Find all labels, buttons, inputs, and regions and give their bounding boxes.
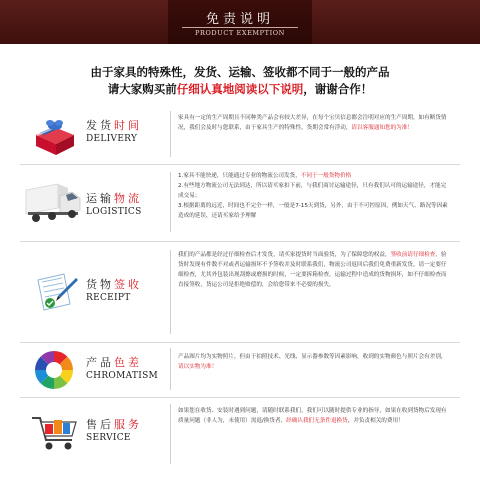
section-chromatism bbox=[0, 344, 480, 394]
body-highlight: 签收前请仔细检查 bbox=[390, 252, 436, 258]
section-label-en: SERVICE bbox=[86, 433, 131, 443]
truck-icon bbox=[22, 182, 84, 226]
intro-line-2-highlight: 仔细认真地阅读以下说明 bbox=[176, 82, 304, 96]
intro-line-2 bbox=[0, 81, 480, 97]
label-cn-a: 运输 bbox=[86, 192, 114, 205]
section-label-cn bbox=[86, 117, 142, 133]
label-cn-b: 签收 bbox=[114, 278, 142, 291]
receipt-icon bbox=[28, 270, 80, 314]
page-subtitle: PRODUCT EXEMPTION bbox=[195, 29, 285, 37]
section-label-en: RECEIPT bbox=[86, 293, 131, 303]
page-title: 免责说明 bbox=[205, 12, 274, 27]
intro-line-1: 由于家具的特殊性，发货、运输、签收都不同于一般的产品 bbox=[90, 65, 390, 79]
vertical-divider bbox=[170, 111, 171, 157]
section-logistics bbox=[0, 166, 480, 236]
vertical-divider bbox=[170, 348, 171, 390]
section-label-en: CHROMATISM bbox=[86, 371, 159, 381]
body-text: 如果您在收货、安装时遇到问题，请随时联系我们，我们可以随时提供专业的指导，如果在收到货物后发现有质量问题（非人为，未使用）需退/换货者， bbox=[178, 408, 447, 424]
section-label-cn bbox=[86, 276, 142, 292]
color-wheel-icon bbox=[28, 348, 80, 392]
body-highlight: 请以客服通知您的为准！ bbox=[351, 125, 413, 131]
intro-line-2-post: ，谢谢合作！ bbox=[303, 82, 373, 96]
divider bbox=[20, 241, 460, 242]
section-label-cn bbox=[86, 416, 142, 432]
label-cn-b: 时间 bbox=[114, 119, 142, 132]
body-text: 家具有一定的生产周期且不同种类产品会有较大差异，在每个宝贝信息都会注明对应的生产周期，如有断货情况，我们会及时与您联系，由于家具生产的特殊性，货期会常有浮动， bbox=[178, 115, 447, 131]
divider bbox=[20, 397, 460, 398]
body-text-2: ，并负责相关的费用！ bbox=[347, 418, 404, 424]
section-service bbox=[0, 400, 480, 470]
body-line-1 bbox=[178, 171, 450, 181]
label-cn-b: 色差 bbox=[114, 356, 142, 369]
section-label-en: LOGISTICS bbox=[86, 207, 142, 217]
title-divider bbox=[182, 27, 298, 28]
section-delivery bbox=[0, 105, 480, 165]
divider bbox=[20, 164, 460, 165]
section-label-cn bbox=[86, 354, 142, 370]
body-line-2: 2.有些地方物流公司无法到达，所以请买家扣下前，与我们商讨运输途径，只有我们认可的运输途径，才能完成交易； bbox=[178, 183, 447, 199]
label-cn-b: 服务 bbox=[114, 418, 142, 431]
body-highlight: 请以实物为准！ bbox=[178, 364, 218, 370]
section-body bbox=[178, 250, 450, 290]
divider bbox=[20, 342, 460, 343]
section-label-cn bbox=[86, 190, 142, 206]
section-label-en: DELIVERY bbox=[86, 134, 138, 144]
header-banner bbox=[0, 0, 480, 44]
shopping-cart-icon bbox=[28, 412, 80, 456]
vertical-divider bbox=[170, 250, 171, 334]
section-body bbox=[178, 171, 450, 221]
body-line-3: 3.根据距离的远近，时间也不完全一样，一般是7-15天到货，另外，由于不可控原因，例如天气、路况等因素造成的延误，还请买家给予理解 bbox=[178, 203, 448, 219]
body-text-2: ，验货时发现有件数不对或者运输损坏不予签收并及时联系我们，物流公司返回后我们免费重新发货，请一定要仔细检查，尤其外包装出现刮擦或磨损的时候，一定要拆箱检查，运输过程中造成的货物损坏，如不仔细检查而直接签收，货运公司是拒绝赔偿的，会给您带来不必要的损失。 bbox=[178, 252, 447, 288]
gift-box-icon bbox=[28, 113, 80, 157]
section-receipt bbox=[0, 244, 480, 340]
label-cn-a: 产品 bbox=[86, 356, 114, 369]
body-highlight: 不同于一般货物价格 bbox=[300, 173, 352, 179]
label-cn-b: 物流 bbox=[114, 192, 142, 205]
label-cn-a: 货物 bbox=[86, 278, 114, 291]
body-highlight: 经确认我们无条件退换货 bbox=[286, 418, 348, 424]
label-cn-a: 售后 bbox=[86, 418, 114, 431]
section-body bbox=[178, 352, 450, 372]
section-body bbox=[178, 113, 450, 133]
body-text: 1.家具不能快递，只能通过专业的物流公司发货， bbox=[178, 173, 301, 179]
label-cn-a: 发货 bbox=[86, 119, 114, 132]
body-text: 产品图片均为实物照片，但由于拍照技术、光线、显示器参数等因素影响，收到的实物颜色与照片会有差别， bbox=[178, 354, 447, 360]
intro-line-2-pre: 请大家购买前 bbox=[107, 82, 177, 96]
vertical-divider bbox=[170, 172, 171, 232]
section-body bbox=[178, 406, 450, 426]
body-text: 我们的产品都是经过仔细检查后才发货，请买家提货时当面验货，为了保障您的权益， bbox=[178, 252, 391, 258]
vertical-divider bbox=[170, 404, 171, 464]
